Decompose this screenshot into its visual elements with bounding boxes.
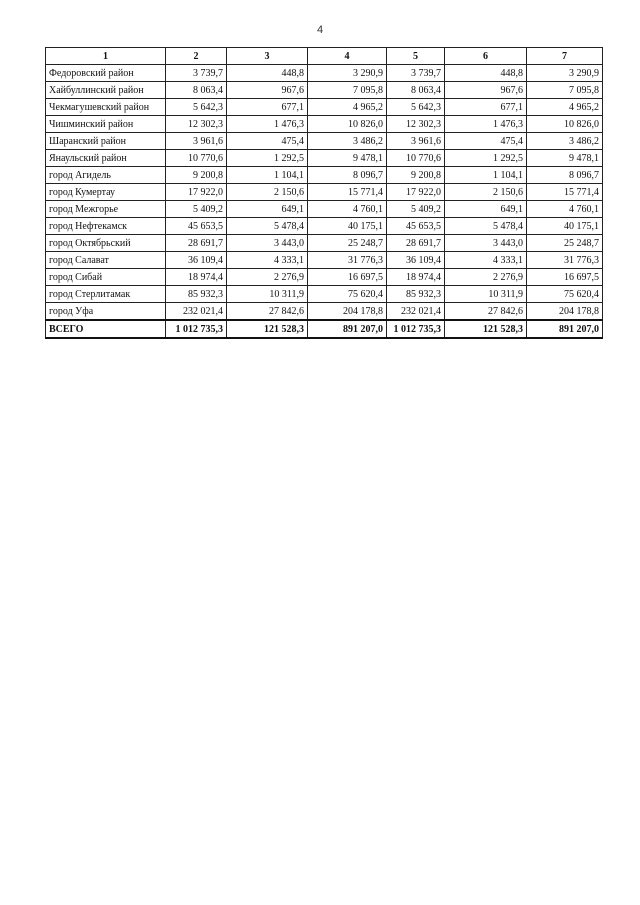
row-label: город Межгорье	[46, 201, 166, 218]
row-label: Федоровский район	[46, 65, 166, 82]
table-cell: 15 771,4	[527, 184, 603, 201]
table-cell: 5 478,4	[445, 218, 527, 235]
table-row	[46, 303, 603, 321]
table-cell: 677,1	[445, 99, 527, 116]
row-label: Янаульский район	[46, 150, 166, 167]
row-label: Шаранский район	[46, 133, 166, 150]
table-cell: 3 443,0	[445, 235, 527, 252]
table-cell: 31 776,3	[527, 252, 603, 269]
table-cell: 5 642,3	[387, 99, 445, 116]
table-cell: 232 021,4	[387, 303, 445, 321]
header-row	[46, 48, 603, 65]
column-header-2: 2	[166, 48, 227, 65]
table-cell: 232 021,4	[166, 303, 227, 321]
table-cell: 16 697,5	[308, 269, 387, 286]
table-cell: 7 095,8	[527, 82, 603, 99]
table-cell: 27 842,6	[227, 303, 308, 321]
table-cell: 18 974,4	[166, 269, 227, 286]
row-label: город Агидель	[46, 167, 166, 184]
table-cell: 5 409,2	[166, 201, 227, 218]
total-cell: 891 207,0	[308, 320, 387, 338]
table-cell: 17 922,0	[387, 184, 445, 201]
table-cell: 9 478,1	[308, 150, 387, 167]
table-cell: 204 178,8	[308, 303, 387, 321]
table-cell: 5 409,2	[387, 201, 445, 218]
table-cell: 1 104,1	[445, 167, 527, 184]
table-cell: 2 276,9	[227, 269, 308, 286]
table-cell: 12 302,3	[166, 116, 227, 133]
table-cell: 75 620,4	[527, 286, 603, 303]
column-header-7: 7	[527, 48, 603, 65]
table-cell: 3 486,2	[308, 133, 387, 150]
table-cell: 28 691,7	[387, 235, 445, 252]
table-row	[46, 201, 603, 218]
table-cell: 40 175,1	[527, 218, 603, 235]
table-cell: 25 248,7	[308, 235, 387, 252]
table-cell: 2 276,9	[445, 269, 527, 286]
table-cell: 10 770,6	[387, 150, 445, 167]
table-cell: 3 961,6	[387, 133, 445, 150]
table-row	[46, 269, 603, 286]
table-cell: 649,1	[227, 201, 308, 218]
column-header-3: 3	[227, 48, 308, 65]
table-cell: 3 739,7	[166, 65, 227, 82]
table-row	[46, 184, 603, 201]
table-row	[46, 65, 603, 82]
table-cell: 8 063,4	[387, 82, 445, 99]
table-cell: 4 965,2	[527, 99, 603, 116]
table-cell: 45 653,5	[166, 218, 227, 235]
table-cell: 4 760,1	[308, 201, 387, 218]
table-cell: 9 478,1	[527, 150, 603, 167]
table-cell: 28 691,7	[166, 235, 227, 252]
row-label: город Салават	[46, 252, 166, 269]
column-header-5: 5	[387, 48, 445, 65]
table-cell: 16 697,5	[527, 269, 603, 286]
table-cell: 475,4	[227, 133, 308, 150]
table-cell: 3 290,9	[308, 65, 387, 82]
table-cell: 12 302,3	[387, 116, 445, 133]
table-cell: 3 290,9	[527, 65, 603, 82]
row-label: Чекмагушевский район	[46, 99, 166, 116]
table-cell: 18 974,4	[387, 269, 445, 286]
total-cell: 1 012 735,3	[387, 320, 445, 338]
table-row	[46, 252, 603, 269]
table-cell: 10 311,9	[227, 286, 308, 303]
table-cell: 4 965,2	[308, 99, 387, 116]
table-cell: 45 653,5	[387, 218, 445, 235]
table-cell: 8 096,7	[527, 167, 603, 184]
table-cell: 5 478,4	[227, 218, 308, 235]
table-cell: 7 095,8	[308, 82, 387, 99]
table-cell: 1 476,3	[227, 116, 308, 133]
table-cell: 4 333,1	[227, 252, 308, 269]
table-cell: 204 178,8	[527, 303, 603, 321]
table-cell: 967,6	[227, 82, 308, 99]
table-cell: 85 932,3	[387, 286, 445, 303]
row-label: Хайбуллинский район	[46, 82, 166, 99]
table-cell: 40 175,1	[308, 218, 387, 235]
table-row	[46, 235, 603, 252]
row-label: город Стерлитамак	[46, 286, 166, 303]
table-body	[46, 65, 603, 321]
table-cell: 4 760,1	[527, 201, 603, 218]
row-label: город Октябрьский	[46, 235, 166, 252]
table-cell: 25 248,7	[527, 235, 603, 252]
table-cell: 677,1	[227, 99, 308, 116]
table-cell: 967,6	[445, 82, 527, 99]
table-row	[46, 82, 603, 99]
table-cell: 85 932,3	[166, 286, 227, 303]
table-cell: 1 292,5	[445, 150, 527, 167]
table-cell: 17 922,0	[166, 184, 227, 201]
table-row	[46, 150, 603, 167]
table-row	[46, 116, 603, 133]
table-cell: 3 486,2	[527, 133, 603, 150]
table-cell: 1 104,1	[227, 167, 308, 184]
table-cell: 448,8	[445, 65, 527, 82]
table-cell: 9 200,8	[166, 167, 227, 184]
row-label: город Нефтекамск	[46, 218, 166, 235]
table-cell: 3 961,6	[166, 133, 227, 150]
table-cell: 649,1	[445, 201, 527, 218]
table-cell: 10 826,0	[527, 116, 603, 133]
table-row	[46, 167, 603, 184]
total-cell: 121 528,3	[227, 320, 308, 338]
table-cell: 448,8	[227, 65, 308, 82]
table-row	[46, 218, 603, 235]
table-cell: 36 109,4	[166, 252, 227, 269]
row-label: город Уфа	[46, 303, 166, 321]
table-cell: 2 150,6	[445, 184, 527, 201]
row-label: город Сибай	[46, 269, 166, 286]
table-cell: 1 292,5	[227, 150, 308, 167]
table-cell: 75 620,4	[308, 286, 387, 303]
table-cell: 3 443,0	[227, 235, 308, 252]
table-cell: 3 739,7	[387, 65, 445, 82]
table-cell: 1 476,3	[445, 116, 527, 133]
table-row	[46, 133, 603, 150]
table-row	[46, 99, 603, 116]
table-cell: 31 776,3	[308, 252, 387, 269]
table-cell: 8 096,7	[308, 167, 387, 184]
total-label: ВСЕГО	[46, 320, 166, 338]
table-row	[46, 286, 603, 303]
column-header-6: 6	[445, 48, 527, 65]
total-cell: 1 012 735,3	[166, 320, 227, 338]
table-cell: 2 150,6	[227, 184, 308, 201]
row-label: Чишминский район	[46, 116, 166, 133]
column-header-1: 1	[46, 48, 166, 65]
table-cell: 10 770,6	[166, 150, 227, 167]
table-cell: 9 200,8	[387, 167, 445, 184]
total-cell: 891 207,0	[527, 320, 603, 338]
total-row	[46, 320, 603, 338]
table-cell: 36 109,4	[387, 252, 445, 269]
table-cell: 475,4	[445, 133, 527, 150]
total-cell: 121 528,3	[445, 320, 527, 338]
table-cell: 5 642,3	[166, 99, 227, 116]
column-header-4: 4	[308, 48, 387, 65]
table-cell: 10 826,0	[308, 116, 387, 133]
row-label: город Кумертау	[46, 184, 166, 201]
table-cell: 27 842,6	[445, 303, 527, 321]
table-cell: 10 311,9	[445, 286, 527, 303]
table-cell: 15 771,4	[308, 184, 387, 201]
table-cell: 8 063,4	[166, 82, 227, 99]
page-number: 4	[316, 24, 324, 36]
budget-table	[45, 47, 603, 339]
table-cell: 4 333,1	[445, 252, 527, 269]
